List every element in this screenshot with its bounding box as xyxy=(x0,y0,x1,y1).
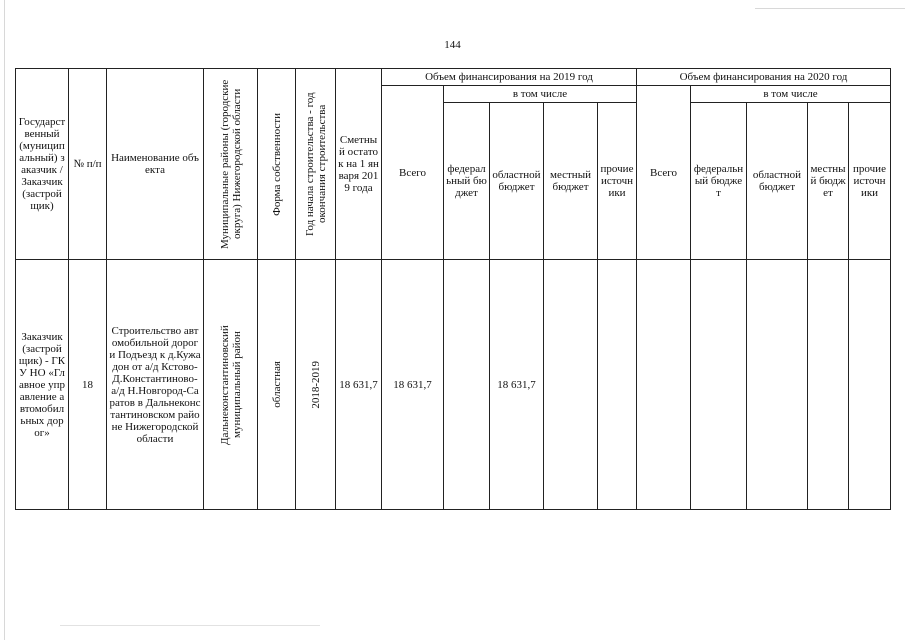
row-total-2019: 18 631,7 xyxy=(382,260,444,510)
row-ownership xyxy=(258,260,296,510)
header-ownership xyxy=(258,69,296,260)
row-years xyxy=(296,260,336,510)
row-number: 18 xyxy=(69,260,107,510)
header-other-2020: прочие источники xyxy=(849,103,891,260)
header-total-2019: Всего xyxy=(382,86,444,260)
page-number: 144 xyxy=(444,39,461,51)
header-local-2019: местный бюджет xyxy=(544,103,598,260)
header-funding-2020: Объем финансирования на 2020 год xyxy=(637,69,891,86)
header-funding-2019: Объем финансирования на 2019 год xyxy=(382,69,637,86)
header-other-2019: прочие источники xyxy=(598,103,637,260)
row-federal-2019 xyxy=(444,260,490,510)
header-object-name: Наименование объекта xyxy=(107,69,204,260)
row-regional-2020 xyxy=(747,260,808,510)
header-years-text: Год начала строительства - год окончания строительства xyxy=(303,92,328,236)
header-ownership-text: Форма собственности xyxy=(270,112,283,216)
header-including-2020: в том числе xyxy=(691,86,891,103)
row-local-2019 xyxy=(544,260,598,510)
header-regional-2020: областной бюджет xyxy=(747,103,808,260)
header-row-1 xyxy=(16,69,891,86)
header-federal-2020: федеральный бюджет xyxy=(691,103,747,260)
header-years xyxy=(296,69,336,260)
row-local-2020 xyxy=(808,260,849,510)
row-customer: Заказчик (застройщик) - ГКУ НО «Главное управление автомобильных дорог» xyxy=(16,260,69,510)
row-other-2019 xyxy=(598,260,637,510)
row-district-text: Дальнеконстантиновский муниципальный район xyxy=(218,324,243,445)
row-federal-2020 xyxy=(691,260,747,510)
header-districts xyxy=(204,69,258,260)
row-ownership-text: областная xyxy=(270,361,283,408)
header-districts-text: Муниципальные районы (городские округа) Нижегородской области xyxy=(218,79,243,249)
header-estimate: Сметный остаток на 1 января 2019 года xyxy=(336,69,382,260)
scan-edge-top xyxy=(755,8,905,9)
row-regional-2019: 18 631,7 xyxy=(490,260,544,510)
row-object-name: Строительство автомобильной дороги Подъезд к д.Кужадон от а/д Кстово-Д.Константиново-а/д Н.Новгород-Саратов в Дальнеконстантиновском районе Нижегородской области xyxy=(107,260,204,510)
funding-table xyxy=(15,68,891,510)
header-federal-2019: федеральный бюджет xyxy=(444,103,490,260)
row-district xyxy=(204,260,258,510)
scan-edge-left xyxy=(4,0,5,640)
row-total-2020 xyxy=(637,260,691,510)
header-local-2020: местный бюджет xyxy=(808,103,849,260)
header-regional-2019: областной бюджет xyxy=(490,103,544,260)
header-number: № п/п xyxy=(69,69,107,260)
scan-edge-bottom xyxy=(60,625,320,626)
header-customer: Государственный (муниципальный) заказчик / Заказчик (застройщик) xyxy=(16,69,69,260)
header-total-2020: Всего xyxy=(637,86,691,260)
row-years-text: 2018-2019 xyxy=(309,360,322,409)
header-including-2019: в том числе xyxy=(444,86,637,103)
row-other-2020 xyxy=(849,260,891,510)
table-row xyxy=(16,260,891,510)
row-estimate: 18 631,7 xyxy=(336,260,382,510)
